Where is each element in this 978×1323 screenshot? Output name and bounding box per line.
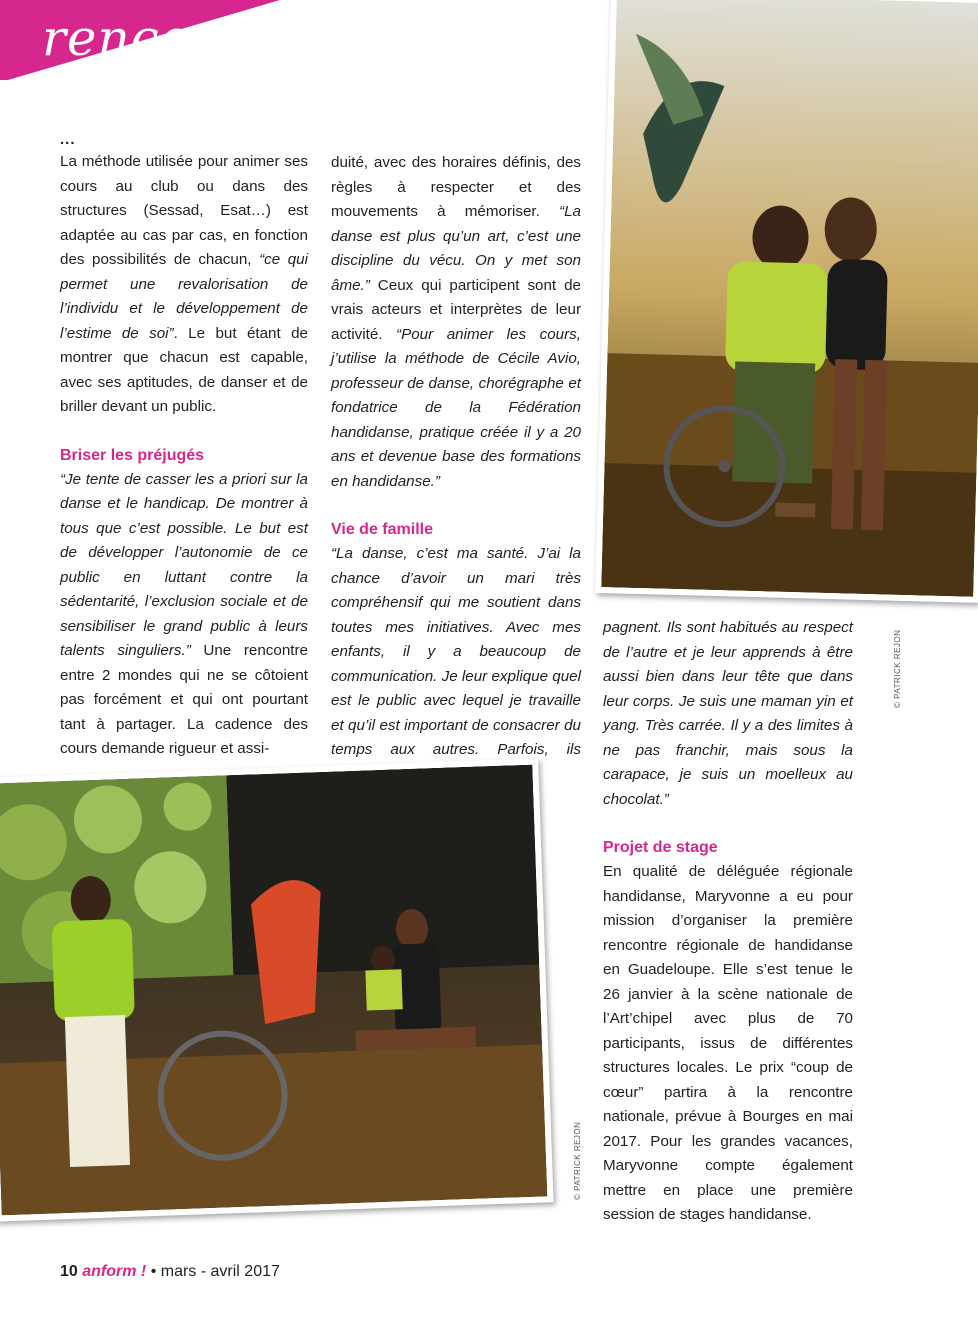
section-heading-briser: Briser les préjugés: [60, 446, 205, 464]
photo-dancers-wheelchair: [595, 0, 978, 603]
paragraph: duité, avec des horaires définis, des règles à respecter et des mouvements à mémoriser. “La danse est plus qu’un art, c’est une discipline du vécu. On y met son âme.” Ceux qui participent sont de vrais acteurs et interprètes de leur activité. “Pour animer les cours, j’utilise la méthode de Cécile Avio, professeur de danse, chorégraphe et fondatrice de la Fédération handidanse, pratique créée il y a 20 ans et devenue base des formations en handidanse.”: [331, 154, 581, 490]
column-2: [331, 151, 581, 787]
issue-date: mars - avril 2017: [160, 1263, 280, 1280]
section-heading-projet-de-stage: Projet de stage: [603, 839, 718, 856]
page-number: 10: [60, 1263, 78, 1280]
paragraph: La méthode utilisée pour animer ses cours au club ou dans des structures (Sessad, Esat…) est adaptée au cas par cas, en fonction des possibilités de chacun, “ce qui permet une revalorisation de l’individu et le développement de l’estime de soi”. Le but étant de montrer que chacun est capable, avec ses aptitudes, de danser et de briller devant un public.: [60, 153, 308, 415]
photo-dance-performance: [0, 758, 554, 1221]
page-footer: [60, 1263, 280, 1281]
photo-credit-bottom: © PATRICK REJON: [573, 1121, 582, 1200]
photo-credit-top: © PATRICK REJON: [893, 629, 902, 708]
column-1: [60, 130, 308, 762]
paragraph: pagnent. Ils sont habitués au respect de l’autre et je leur apprends à être aussi bien dans leur tête que dans leur corps. Je suis une maman yin et yang. Très carrée. Il y a des limites à ne pas franchir, mais sous la carapace, je suis un moelleux au chocolat.”: [603, 619, 853, 808]
paragraph: En qualité de déléguée régionale handidanse, Maryvonne a eu pour mission d’organiser la première rencontre régionale de handidanse en Guadeloupe. Elle s’est tenue le 26 janvier à la scène nationale de l’Art’chipel avec plus de 70 participants, issus de différentes structures locales. Le prix “coup de cœur” partira à la rencontre nationale, prévue à Bourges en mai 2017. Pour les grandes vacances, Maryvonne compte également mettre en place une première session de stages handidanse.: [603, 863, 853, 1223]
paragraph: “La danse, c’est ma santé. J’ai la chance d’avoir un mari très compréhensif qui me soutient dans toutes mes initiatives. Avec mes enfants, il y a beaucoup de communication. Je leur explique quel est le public avec lequel je travaille et qu’il est important de consacrer du temps aux autres. Parfois, ils: [331, 545, 581, 758]
section-heading-vie-de-famille: Vie de famille: [331, 521, 433, 538]
magazine-name: anform !: [82, 1263, 147, 1280]
continuation-ellipsis: ...: [60, 131, 76, 148]
paragraph: “Je tente de casser les a priori sur la danse et le handicap. De montrer à tous que c’est possible. Le but est de développer l’autonomie de ce public en luttant contre la sédentarité, l’exclusion sociale et de sensibiliser le grand public à leurs talents singuliers.” Une rencontre entre 2 mondes qui ne se côtoient pas forcément et qui ont pourtant tant à partager. La cadence des cours demande rigueur et assi-: [60, 470, 308, 757]
rubric-title: rencontre: [42, 9, 301, 67]
column-3: [603, 616, 853, 1228]
footer-separator: •: [146, 1263, 161, 1280]
